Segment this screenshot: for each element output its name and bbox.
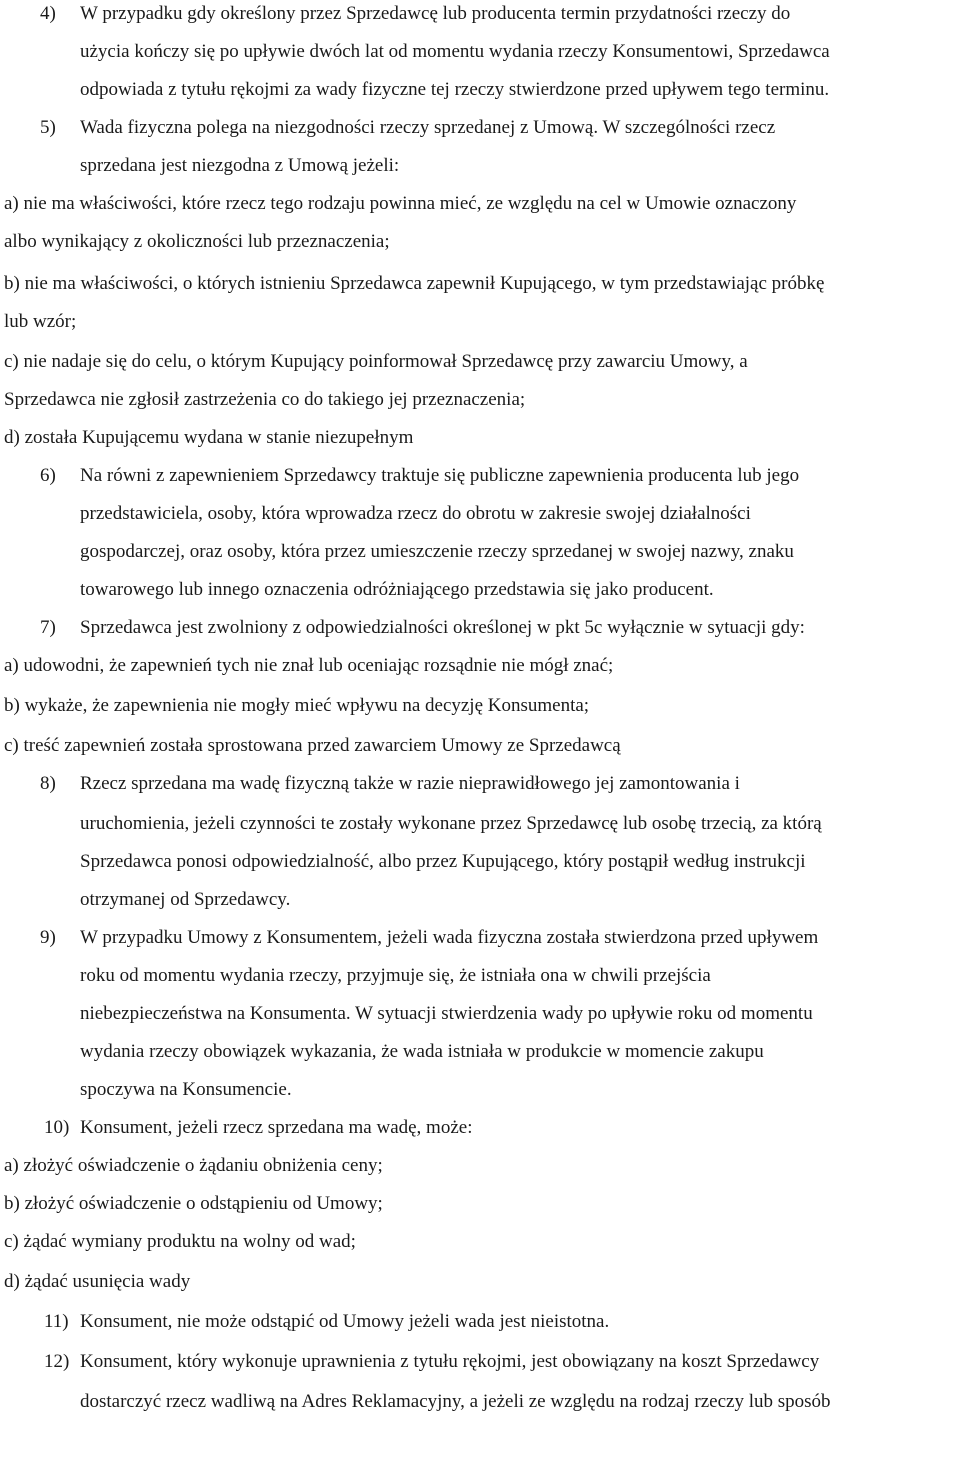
item-text: a) udowodni, że zapewnień tych nie znał lub oceniając rozsądnie nie mógł znać; — [4, 655, 614, 676]
item-number: 7) — [40, 617, 56, 638]
item-text: Konsument, nie może odstąpić od Umowy jeżeli wada jest nieistotna. — [80, 1311, 610, 1332]
item-text: użycia kończy się po upływie dwóch lat od momentu wydania rzeczy Konsumentowi, Sprzedawca — [80, 41, 830, 62]
item-text: wydania rzeczy obowiązek wykazania, że wada istniała w produkcie w momencie zakupu — [80, 1041, 764, 1062]
item-text: Konsument, który wykonuje uprawnienia z tytułu rękojmi, jest obowiązany na koszt Sprzedawcy — [80, 1351, 820, 1372]
item-number: 6) — [40, 465, 56, 486]
item-number: 12) — [44, 1351, 70, 1372]
item-text: albo wynikający z okoliczności lub przeznaczenia; — [4, 231, 390, 252]
item-number: 11) — [44, 1311, 69, 1332]
item-text: roku od momentu wydania rzeczy, przyjmuje się, że istniała ona w chwili przejścia — [80, 965, 711, 986]
item-text: b) nie ma właściwości, o których istnieniu Sprzedawca zapewnił Kupującego, w tym przedstawiając próbkę — [4, 273, 825, 294]
item-text: c) żądać wymiany produktu na wolny od wad; — [4, 1231, 356, 1252]
item-number: 4) — [40, 3, 56, 24]
item-number: 10) — [44, 1117, 70, 1138]
item-text: c) treść zapewnień została sprostowana przed zawarciem Umowy ze Sprzedawcą — [4, 735, 621, 756]
item-text: Sprzedawca ponosi odpowiedzialność, albo przez Kupującego, który postąpił według instrukcji — [80, 851, 806, 872]
item-text: W przypadku Umowy z Konsumentem, jeżeli wada fizyczna została stwierdzona przed upływem — [80, 927, 819, 948]
item-text: c) nie nadaje się do celu, o którym Kupujący poinformował Sprzedawcę przy zawarciu Umowy, a — [4, 351, 748, 372]
item-text: sprzedana jest niezgodna z Umową jeżeli: — [80, 155, 400, 176]
item-text: Sprzedawca jest zwolniony z odpowiedzialności określonej w pkt 5c wyłącznie w sytuacji gdy: — [80, 617, 805, 638]
item-text: d) została Kupującemu wydana w stanie niezupełnym — [4, 427, 414, 448]
item-text: spoczywa na Konsumencie. — [80, 1079, 292, 1100]
item-number: 5) — [40, 117, 56, 138]
item-text: b) wykaże, że zapewnienia nie mogły mieć wpływu na decyzję Konsumenta; — [4, 695, 590, 716]
item-text: a) złożyć oświadczenie o żądaniu obniżenia ceny; — [4, 1155, 383, 1176]
item-number: 9) — [40, 927, 56, 948]
item-text: d) żądać usunięcia wady — [4, 1271, 191, 1292]
item-text: a) nie ma właściwości, które rzecz tego rodzaju powinna mieć, ze względu na cel w Umowie oznaczony — [4, 193, 797, 214]
item-text: Rzecz sprzedana ma wadę fizyczną także w razie nieprawidłowego jej zamontowania i — [80, 773, 740, 794]
item-text: przedstawiciela, osoby, która wprowadza rzecz do obrotu w zakresie swojej działalności — [80, 503, 751, 524]
item-text: odpowiada z tytułu rękojmi za wady fizyczne tej rzeczy stwierdzone przed upływem tego terminu. — [80, 79, 830, 100]
item-text: Konsument, jeżeli rzecz sprzedana ma wadę, może: — [80, 1117, 473, 1138]
item-text: niebezpieczeństwa na Konsumenta. W sytuacji stwierdzenia wady po upływie roku od momentu — [80, 1003, 813, 1024]
item-text: towarowego lub innego oznaczenia odróżniającego przedstawia się jako producent. — [80, 579, 714, 600]
item-number: 8) — [40, 773, 56, 794]
item-text: Wada fizyczna polega na niezgodności rzeczy sprzedanej z Umową. W szczególności rzecz — [80, 117, 776, 138]
item-text: uruchomienia, jeżeli czynności te zostały wykonane przez Sprzedawcę lub osobę trzecią, za którą — [80, 813, 822, 834]
item-text: W przypadku gdy określony przez Sprzedawcę lub producenta termin przydatności rzeczy do — [80, 3, 791, 24]
item-text: Sprzedawca nie zgłosił zastrzeżenia co do takiego jej przeznaczenia; — [4, 389, 526, 410]
item-text: lub wzór; — [4, 311, 77, 332]
item-text: Na równi z zapewnieniem Sprzedawcy traktuje się publiczne zapewnienia producenta lub jego — [80, 465, 800, 486]
item-text: otrzymanej od Sprzedawcy. — [80, 889, 291, 910]
item-text: dostarczyć rzecz wadliwą na Adres Reklamacyjny, a jeżeli ze względu na rodzaj rzeczy lub sposób — [80, 1391, 831, 1412]
item-text: b) złożyć oświadczenie o odstąpieniu od Umowy; — [4, 1193, 383, 1214]
item-text: gospodarczej, oraz osoby, która przez umieszczenie rzeczy sprzedanej w swojej nazwy, znaku — [80, 541, 794, 562]
